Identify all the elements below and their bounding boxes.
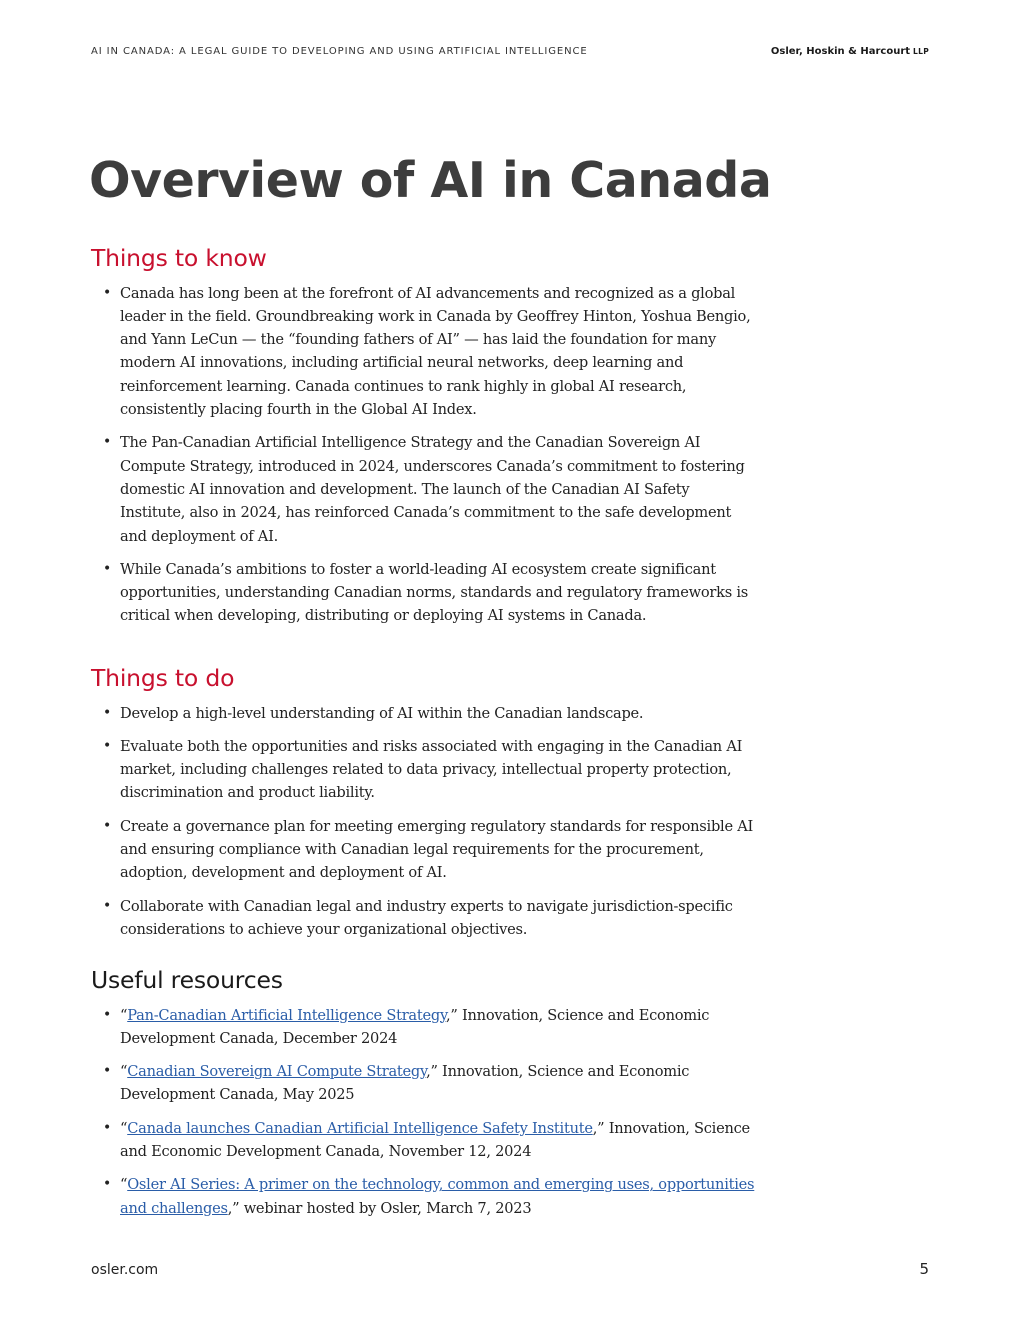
list-item-text: Canada has long been at the forefront of AI advancements and recognized as a global leader in the field. Groundbreaking work in Canada by Geoffrey Hinton, Yoshua Bengio, and Yann LeCun — the “founding fathers of AI” — has laid the foundation for many modern AI innovations, including artificial neural networks, deep learning and reinforcement learning. Canada continues to rank highly in global AI research, consistently placing fourth in the Global AI Index. [120,284,751,419]
resource-item [91,1117,756,1164]
resource-link[interactable]: Canada launches Canadian Artificial Intelligence Safety Institute [127,1119,593,1137]
list-item-text: The Pan-Canadian Artificial Intelligence Strategy and the Canadian Sovereign AI Compute Strategy, introduced in 2024, underscores Canada’s commitment to fostering domestic AI innovation and development. The launch of the Canadian AI Safety Institute, also in 2024, has reinforced Canada’s commitment to the safe development and deployment of AI. [120,434,745,545]
list-item [91,431,756,547]
page-number: 5 [919,1260,929,1278]
resource-link[interactable]: Pan-Canadian Artificial Intelligence Strategy [127,1006,447,1024]
open-quote: “ [120,1119,128,1137]
useful-resources-list [91,1004,756,1220]
bullet-icon: • [103,1119,112,1136]
open-quote: “ [120,1006,128,1024]
firm-name [771,46,929,57]
list-item [91,558,756,628]
resource-link[interactable]: Osler AI Series: A primer on the technology, common and emerging uses, opportunities and challenges [120,1176,755,1217]
list-item [91,702,756,725]
resource-citation: ,” webinar hosted by Osler, March 7, 2023 [227,1199,532,1217]
resource-link[interactable]: Canadian Sovereign AI Compute Strategy [127,1063,427,1081]
bullet-icon: • [103,704,112,721]
resource-citation: ,” Innovation, Science and Economic Development Canada, May 2025 [120,1063,690,1104]
resource-item [91,1004,756,1051]
page-footer [91,1260,929,1278]
resource-citation: ,” Innovation, Science and Economic Development Canada, November 12, 2024 [120,1119,750,1161]
useful-resources-section [91,965,756,1220]
list-item-text: Create a governance plan for meeting emerging regulatory standards for responsible AI and ensuring compliance with Canadian legal requirements for the procurement, adoption, development and deployment of AI. [120,817,754,882]
bullet-icon: • [103,1063,112,1080]
list-item [91,282,756,422]
useful-resources-heading: Useful resources [91,966,283,994]
list-item-text: Evaluate both the opportunities and risks associated with engaging in the Canadian AI market, including challenges related to data privacy, intellectual property protection, discrimination and product liability. [120,737,743,802]
list-item [91,815,756,885]
firm-name-text: Osler, Hoskin & Harcourt [770,46,911,57]
firm-suffix: LLP [913,47,929,56]
bullet-icon: • [103,737,112,754]
resource-citation: ,” Innovation, Science and Economic Development Canada, December 2024 [120,1006,710,1047]
things-to-do-section [91,663,756,941]
resource-item [91,1173,756,1220]
list-item [91,895,756,942]
things-to-know-heading: Things to know [91,244,267,272]
things-to-do-list [91,702,756,942]
document-title: AI IN CANADA: A LEGAL GUIDE TO DEVELOPING AND USING ARTIFICIAL INTELLIGENCE [91,46,588,57]
open-quote: “ [120,1176,128,1194]
list-item-text: Develop a high-level understanding of AI within the Canadian landscape. [120,704,644,722]
list-item [91,735,756,805]
page-title: Overview of AI in Canada [89,152,772,209]
bullet-icon: • [103,434,112,451]
resource-item [91,1060,756,1107]
bullet-icon: • [103,1006,112,1023]
bullet-icon: • [103,897,112,914]
bullet-icon: • [103,284,112,301]
list-item-text: While Canada’s ambitions to foster a world-leading AI ecosystem create significant opportunities, understanding Canadian norms, standards and regulatory frameworks is critical when developing, distributing or deploying AI systems in Canada. [120,560,749,625]
bullet-icon: • [103,560,112,577]
open-quote: “ [120,1063,128,1081]
things-to-know-list [91,282,756,628]
bullet-icon: • [103,817,112,834]
footer-site: osler.com [91,1262,159,1278]
list-item-text: Collaborate with Canadian legal and industry experts to navigate jurisdiction-specific considerations to achieve your organizational objectives. [120,897,733,938]
things-to-know-section [91,243,756,628]
things-to-do-heading: Things to do [91,664,235,692]
bullet-icon: • [103,1176,112,1193]
running-header [91,46,929,57]
